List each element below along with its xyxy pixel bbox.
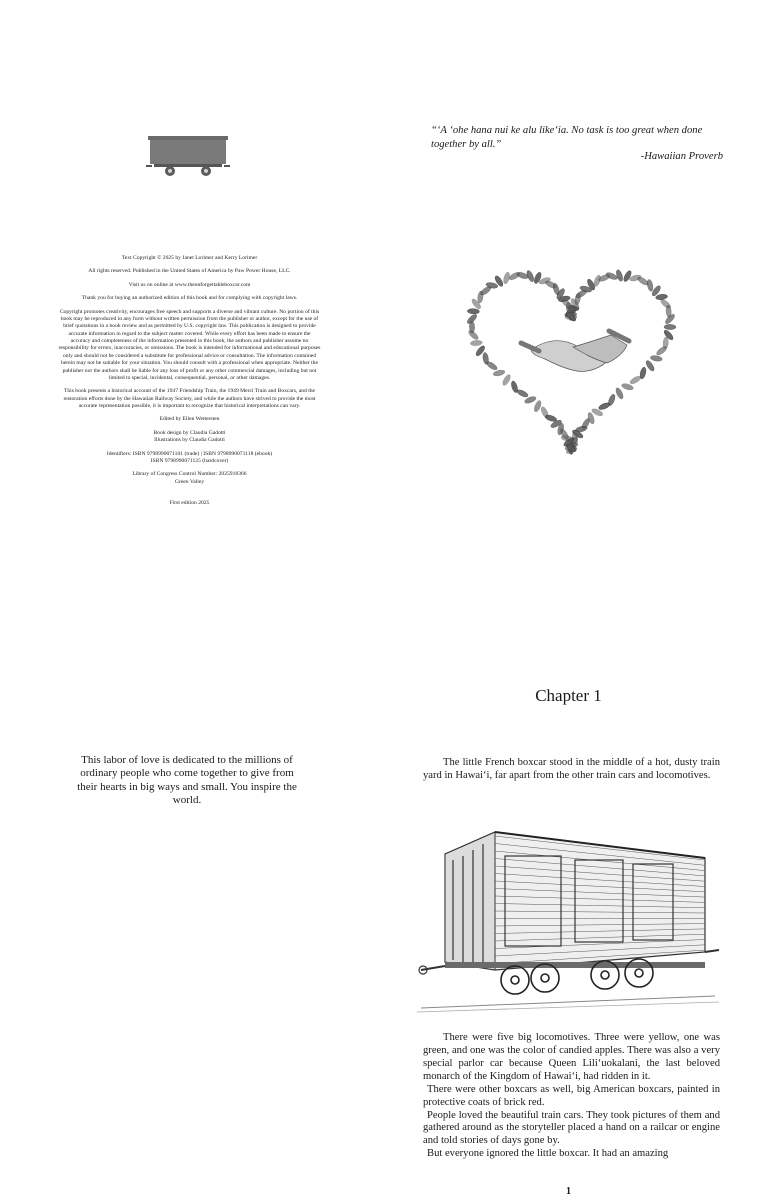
design-line: Book design by Claudia Gadotti [153, 429, 226, 436]
loc-number-line: Library of Congress Control Number: 2025918366 [132, 471, 247, 478]
dedication-text: This labor of love is dedicated to the millions of ordinary people who come together to give from their hearts in big ways and small. You inspire the world. [77, 754, 297, 807]
legal-paragraph: Copyright promotes creativity, encourages free speech and supports a diverse and vibrant culture. No portion of this book may be reproduced in any form without written permission from the publisher or author, except for the use of brief quotations in a book review and as permitted by U.S. copyright law. This publication is designed to provide accurate information in regard to the subject matter covered. While every effort has been made to ensure the accuracy and completeness of the information presented in this book, the authors and publisher assume no responsibility for errors, inaccuracies, or omissions. The book is intended for informational and educational purposes only and should not be considered a substitute for professional advice or consultation. The information contained herein may not be suitable for your situation. You should consult with a professional when appropriate. Neither the publisher nor the authors shall be liable for any loss of profit or any other commercial damages, including but not limited to special, incidental, consequential, personal, or other damages. [58, 308, 321, 381]
editor-line: Edited by Ellen Wettersten [159, 416, 220, 423]
isbn-line-2: ISBN 9798990071125 (hardcover) [150, 457, 229, 464]
illustrations-line: Illustrations by Claudia Gadotti [154, 437, 225, 444]
rights-line: All rights reserved. Published in the United States of America by Paw Power House, LLC. [88, 268, 291, 275]
boxcar-sketch-illustration [415, 820, 727, 1020]
body-paragraph: People loved the beautiful train cars. They took pictures of them and gathered around as the storyteller placed a hand on a railcar or engine and told stories of days gone by. [423, 1109, 720, 1147]
website-line: Visit us on online at www.theunforgettableboxcar.com [128, 281, 251, 288]
page-number: 1 [566, 1186, 571, 1197]
boxcar-logo-icon [146, 134, 230, 178]
dedication-page [0, 600, 379, 1200]
chapter-page [379, 600, 758, 1200]
epigraph-page [379, 0, 758, 600]
proverb-text: “ʻA ʻohe hana nui ke alu like‘ia. No task is too great when done together by all.” [431, 125, 703, 150]
historical-paragraph: This book presents a historical account of the 1947 Friendship Train, the 1949 Merci Train and Boxcars, and the restoration efforts done by the Hawaiian Railway Society, and while the authors have strived to provide the most accurate representation possible, it is important to recognize that historical interpretations can vary. [63, 388, 316, 409]
thanks-line: Thank you for buying an authorized edition of this book and for complying with copyright laws. [81, 295, 298, 302]
body-text [423, 1032, 720, 1161]
isbn-line-1: Identifiers: ISBN 9798990071101 (trade) | ISBN 9798990071118 (ebook) [106, 450, 273, 457]
chapter-title: Chapter 1 [535, 686, 602, 705]
loc-place-line: Green Valley [174, 478, 205, 485]
edition-line: First edition 2025 [169, 500, 210, 506]
body-paragraph: There were five big locomotives. Three were yellow, one was green, and one was the color of candied apples. There was also a very special parlor car because Queen Liliʻuokalani, the last beloved monarch of the Kingdom of Hawaiʻi, had ridden in it. [423, 1032, 720, 1082]
heart-wreath-handshake-illustration [461, 255, 681, 455]
body-paragraph: But everyone ignored the little boxcar. It had an amazing [427, 1148, 669, 1160]
copyright-text-block [58, 255, 321, 513]
body-paragraph: There were other boxcars as well, big American boxcars, painted in protective coats of brick red. [423, 1083, 720, 1108]
opening-paragraph: The little French boxcar stood in the middle of a hot, dusty train yard in Hawaiʻi, far apart from the other train cars and locomotives. [423, 757, 720, 781]
copyright-line: Text Copyright © 2025 by Janet Lorimer and Kerry Lorimer [121, 255, 258, 261]
copyright-page [0, 0, 379, 600]
proverb-attribution: -Hawaiian Proverb [640, 151, 723, 162]
